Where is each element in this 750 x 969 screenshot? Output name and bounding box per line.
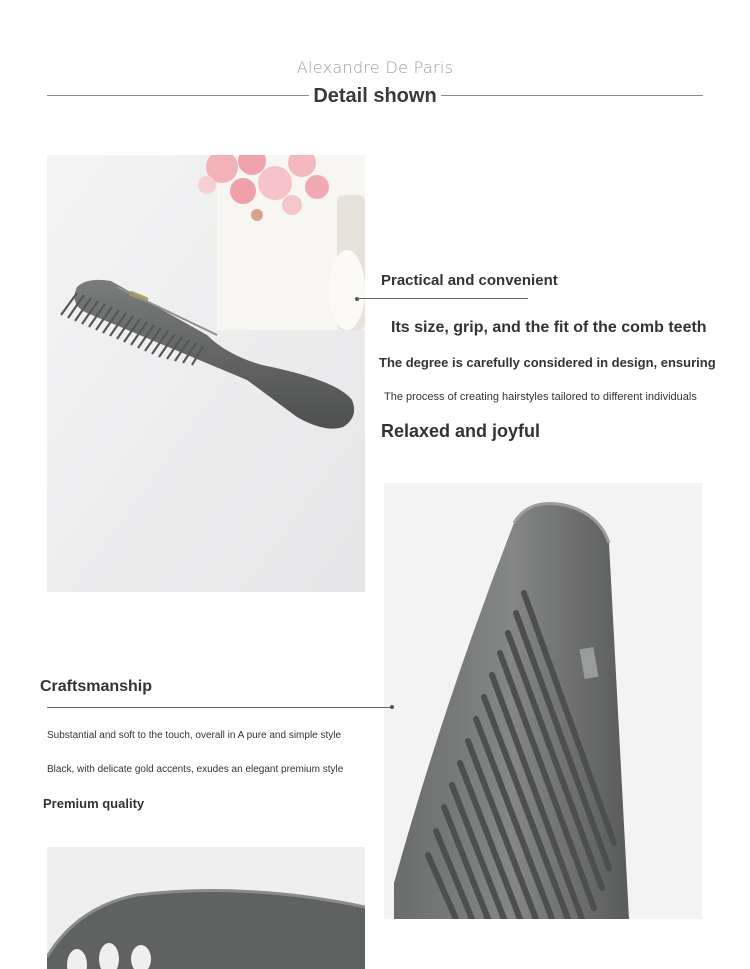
page-title-text: Detail shown	[309, 85, 440, 107]
practical-line-3: The process of creating hairstyles tailored to different individuals	[384, 391, 697, 403]
comb-illustration-handle	[47, 847, 365, 969]
craft-line-1: Substantial and soft to the touch, overall in A pure and simple style	[47, 730, 342, 741]
comb-photo-teeth-closeup	[384, 483, 702, 919]
page-title	[0, 85, 750, 108]
practical-heading: Practical and convenient	[381, 272, 558, 289]
practical-connector-line	[357, 298, 528, 299]
comb-photo-handle-closeup	[47, 847, 365, 969]
practical-line-2: The degree is carefully considered in design, ensuring	[379, 355, 716, 370]
craft-line-2: Black, with delicate gold accents, exudes an elegant premium style	[47, 764, 344, 775]
craft-connector-line	[47, 707, 392, 708]
craft-closing: Premium quality	[43, 796, 145, 811]
craft-heading: Craftsmanship	[40, 678, 153, 695]
brand-name: Alexandre De Paris	[296, 58, 454, 77]
craft-connector-dot	[390, 705, 394, 709]
comb-illustration-teeth	[384, 483, 702, 919]
practical-closing: Relaxed and joyful	[381, 421, 541, 441]
practical-line-1: Its size, grip, and the fit of the comb teeth	[391, 319, 707, 336]
comb-illustration-full	[47, 155, 365, 592]
comb-photo-full	[47, 155, 365, 592]
